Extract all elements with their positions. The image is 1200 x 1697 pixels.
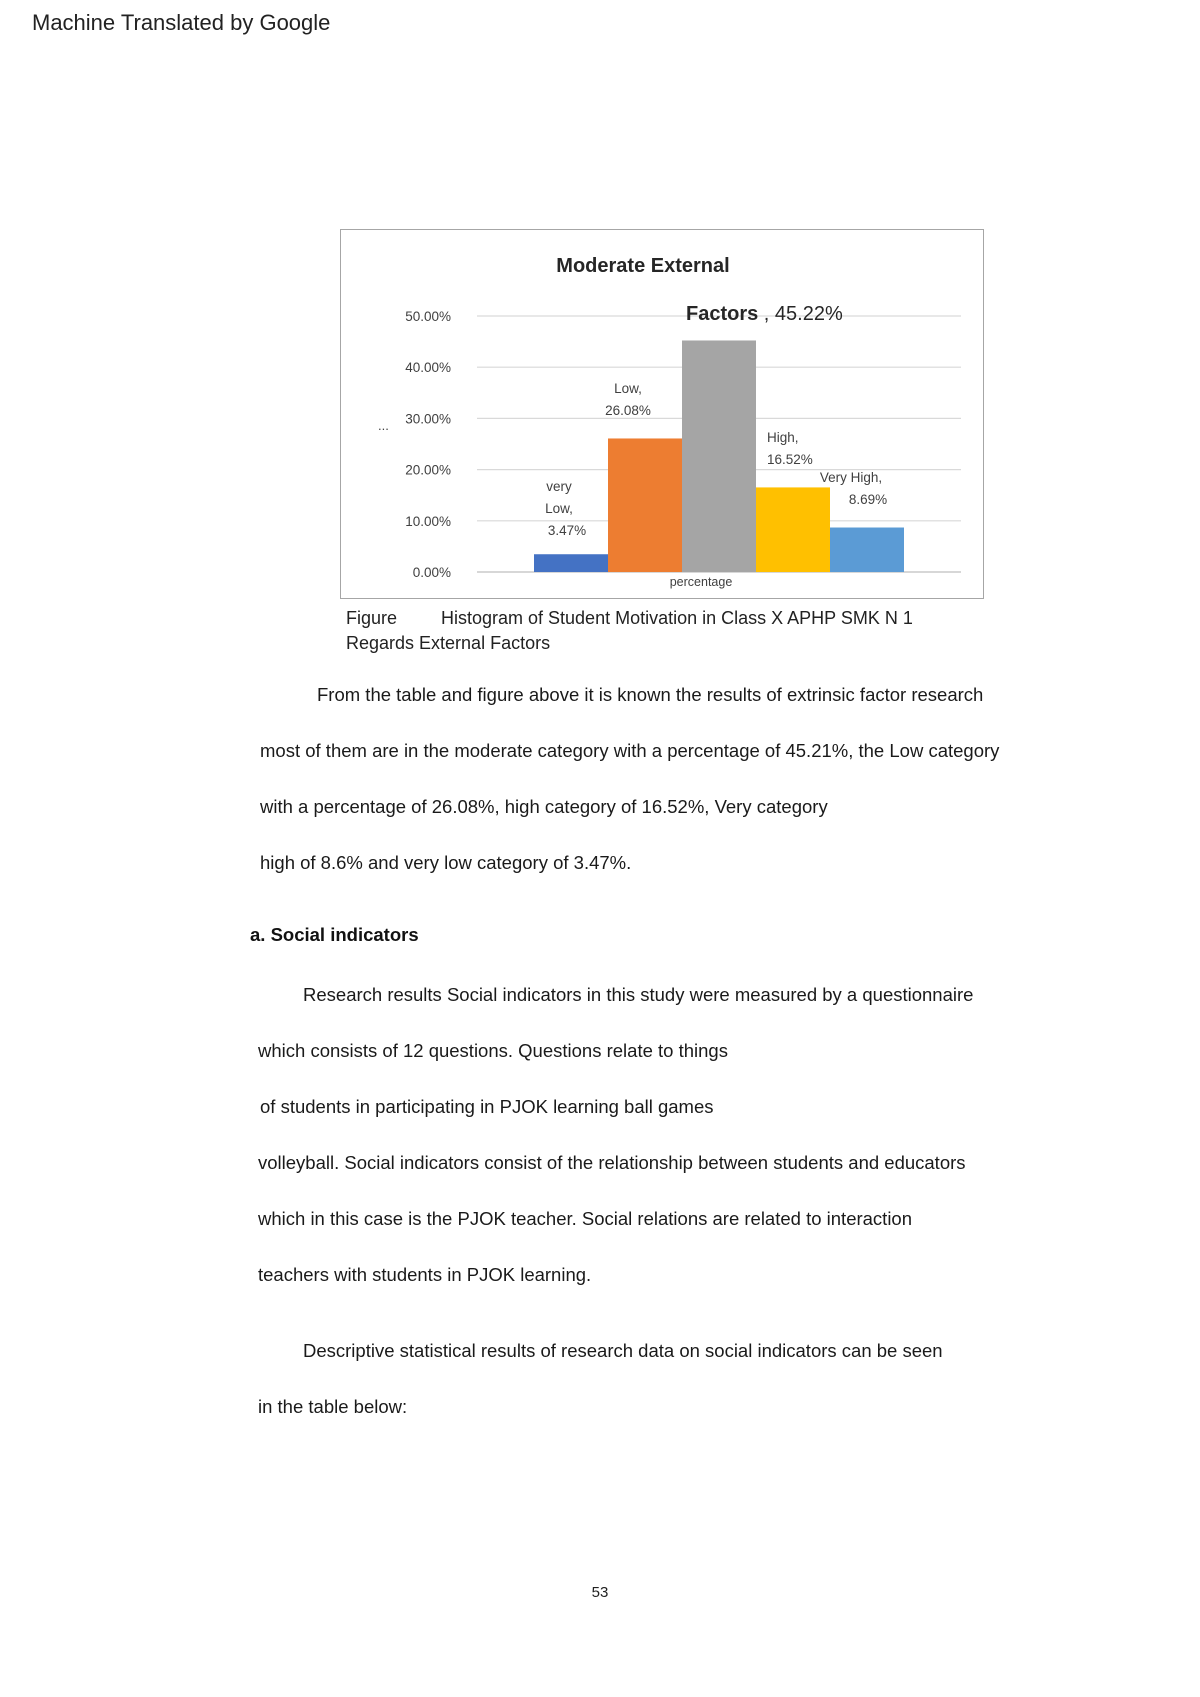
data-label: very bbox=[546, 479, 572, 494]
y-tick-label: 0.00% bbox=[412, 565, 451, 580]
paragraph-2-line-5: which in this case is the PJOK teacher. Social relations are related to interaction bbox=[258, 1208, 913, 1229]
paragraph-1-line-4: high of 8.6% and very low category of 3.47%. bbox=[260, 852, 632, 873]
data-label: Low, bbox=[545, 501, 573, 516]
machine-translation-banner: Machine Translated by Google bbox=[32, 10, 331, 35]
data-label: High, bbox=[767, 430, 799, 445]
bar-low bbox=[608, 438, 682, 572]
paragraph-3-line-1: Descriptive statistical results of research data on social indicators can be seen bbox=[303, 1340, 943, 1361]
figure-caption bbox=[346, 606, 1006, 656]
data-label: 3.47% bbox=[547, 523, 587, 538]
paragraph-2-line-6: teachers with students in PJOK learning. bbox=[258, 1264, 592, 1285]
chart-title-category-label: Factors , 45.22% bbox=[686, 303, 843, 325]
data-label: 8.69% bbox=[848, 492, 888, 507]
y-tick-label: 40.00% bbox=[405, 360, 451, 376]
page-number: 53 bbox=[591, 1584, 609, 1601]
chart-title: Moderate External bbox=[556, 255, 730, 277]
paragraph-1-line-3: with a percentage of 26.08%, high category of 16.52%, Very category bbox=[260, 796, 828, 817]
figure-caption-line-1: Histogram of Student Motivation in Class X APHP SMK N 1 bbox=[441, 608, 913, 628]
histogram-chart bbox=[341, 230, 985, 600]
paragraph-1-line-1: From the table and figure above it is known the results of extrinsic factor research bbox=[317, 684, 984, 705]
data-label: Low, bbox=[614, 381, 642, 396]
figure-caption-line-2: Regards External Factors bbox=[346, 633, 551, 653]
paragraph-2-line-3: of students in participating in PJOK learning ball games bbox=[260, 1096, 714, 1117]
y-tick-label: 20.00% bbox=[405, 462, 451, 478]
paragraph-2-line-2: which consists of 12 questions. Questions relate to things bbox=[258, 1040, 728, 1061]
paragraph-1-line-2: most of them are in the moderate category with a percentage of 45.21%, the Low category bbox=[260, 740, 1000, 761]
y-axis-label: ... bbox=[378, 418, 389, 433]
bar-very-low bbox=[534, 554, 608, 572]
y-tick-label: 10.00% bbox=[405, 513, 451, 529]
figure-label: Figure bbox=[346, 608, 398, 628]
x-axis-label: percentage bbox=[669, 575, 733, 589]
data-label: 26.08% bbox=[605, 403, 651, 418]
paragraph-2-line-4: volleyball. Social indicators consist of the relationship between students and educators bbox=[258, 1152, 966, 1173]
section-heading-social-indicators: a. Social indicators bbox=[250, 924, 419, 945]
bar-moderate bbox=[682, 340, 756, 572]
bar-very-high bbox=[830, 528, 904, 572]
chart-container bbox=[340, 229, 984, 599]
y-tick-label: 30.00% bbox=[405, 411, 451, 427]
y-tick-label: 50.00% bbox=[405, 309, 451, 324]
data-label: Very High, bbox=[819, 470, 883, 485]
data-label: 16.52% bbox=[767, 452, 813, 467]
paragraph-2-line-1: Research results Social indicators in this study were measured by a questionnaire bbox=[303, 984, 974, 1005]
bar-high bbox=[756, 487, 830, 572]
paragraph-3-line-2: in the table below: bbox=[258, 1396, 408, 1417]
